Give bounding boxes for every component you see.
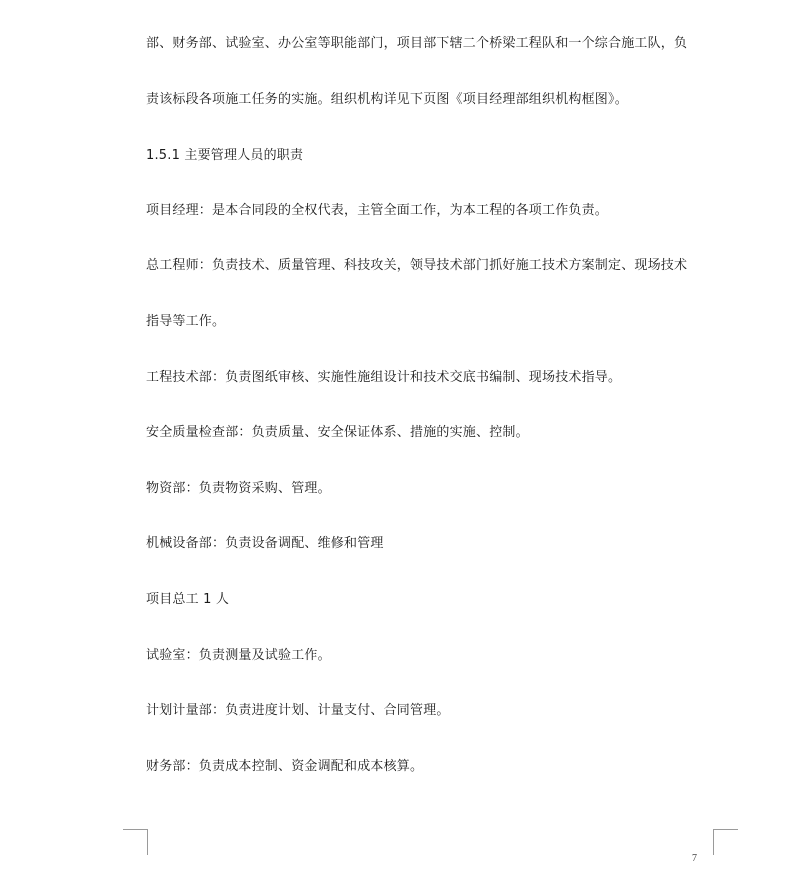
crop-mark-bottom-right-vertical [713,829,714,855]
paragraph-line: 总工程师：负责技术、质量管理、科技攻关，领导技术部门抓好施工技术方案制定、现场技术 [146,258,688,273]
paragraph-line: 计划计量部：负责进度计划、计量支付、合同管理。 [146,703,450,718]
section-heading: 1.5.1 主要管理人员的职责 [146,148,304,163]
paragraph-line: 工程技术部：负责图纸审核、实施性施组设计和技术交底书编制、现场技术指导。 [146,370,622,385]
paragraph-line: 机械设备部：负责设备调配、维修和管理 [146,536,384,551]
paragraph-line: 指导等工作。 [146,314,226,329]
paragraph-line: 项目经理：是本合同段的全权代表，主管全面工作，为本工程的各项工作负责。 [146,203,609,218]
crop-mark-bottom-left-horizontal [123,829,148,830]
paragraph-line: 项目总工 1 人 [146,592,230,607]
paragraph-line: 财务部：负责成本控制、资金调配和成本核算。 [146,759,424,774]
crop-mark-bottom-right-horizontal [713,829,738,830]
paragraph-line: 安全质量检查部：负责质量、安全保证体系、措施的实施、控制。 [146,425,529,440]
paragraph-line: 物资部：负责物资采购、管理。 [146,481,331,496]
paragraph-line: 部、财务部、试验室、办公室等职能部门，项目部下辖二个桥梁工程队和一个综合施工队，负 [146,36,688,51]
page-number: 7 [692,853,697,864]
paragraph-line: 试验室：负责测量及试验工作。 [146,648,331,663]
paragraph-line: 责该标段各项施工任务的实施。组织机构详见下页图《项目经理部组织机构框图》。 [146,92,628,107]
crop-mark-bottom-left-vertical [147,829,148,855]
